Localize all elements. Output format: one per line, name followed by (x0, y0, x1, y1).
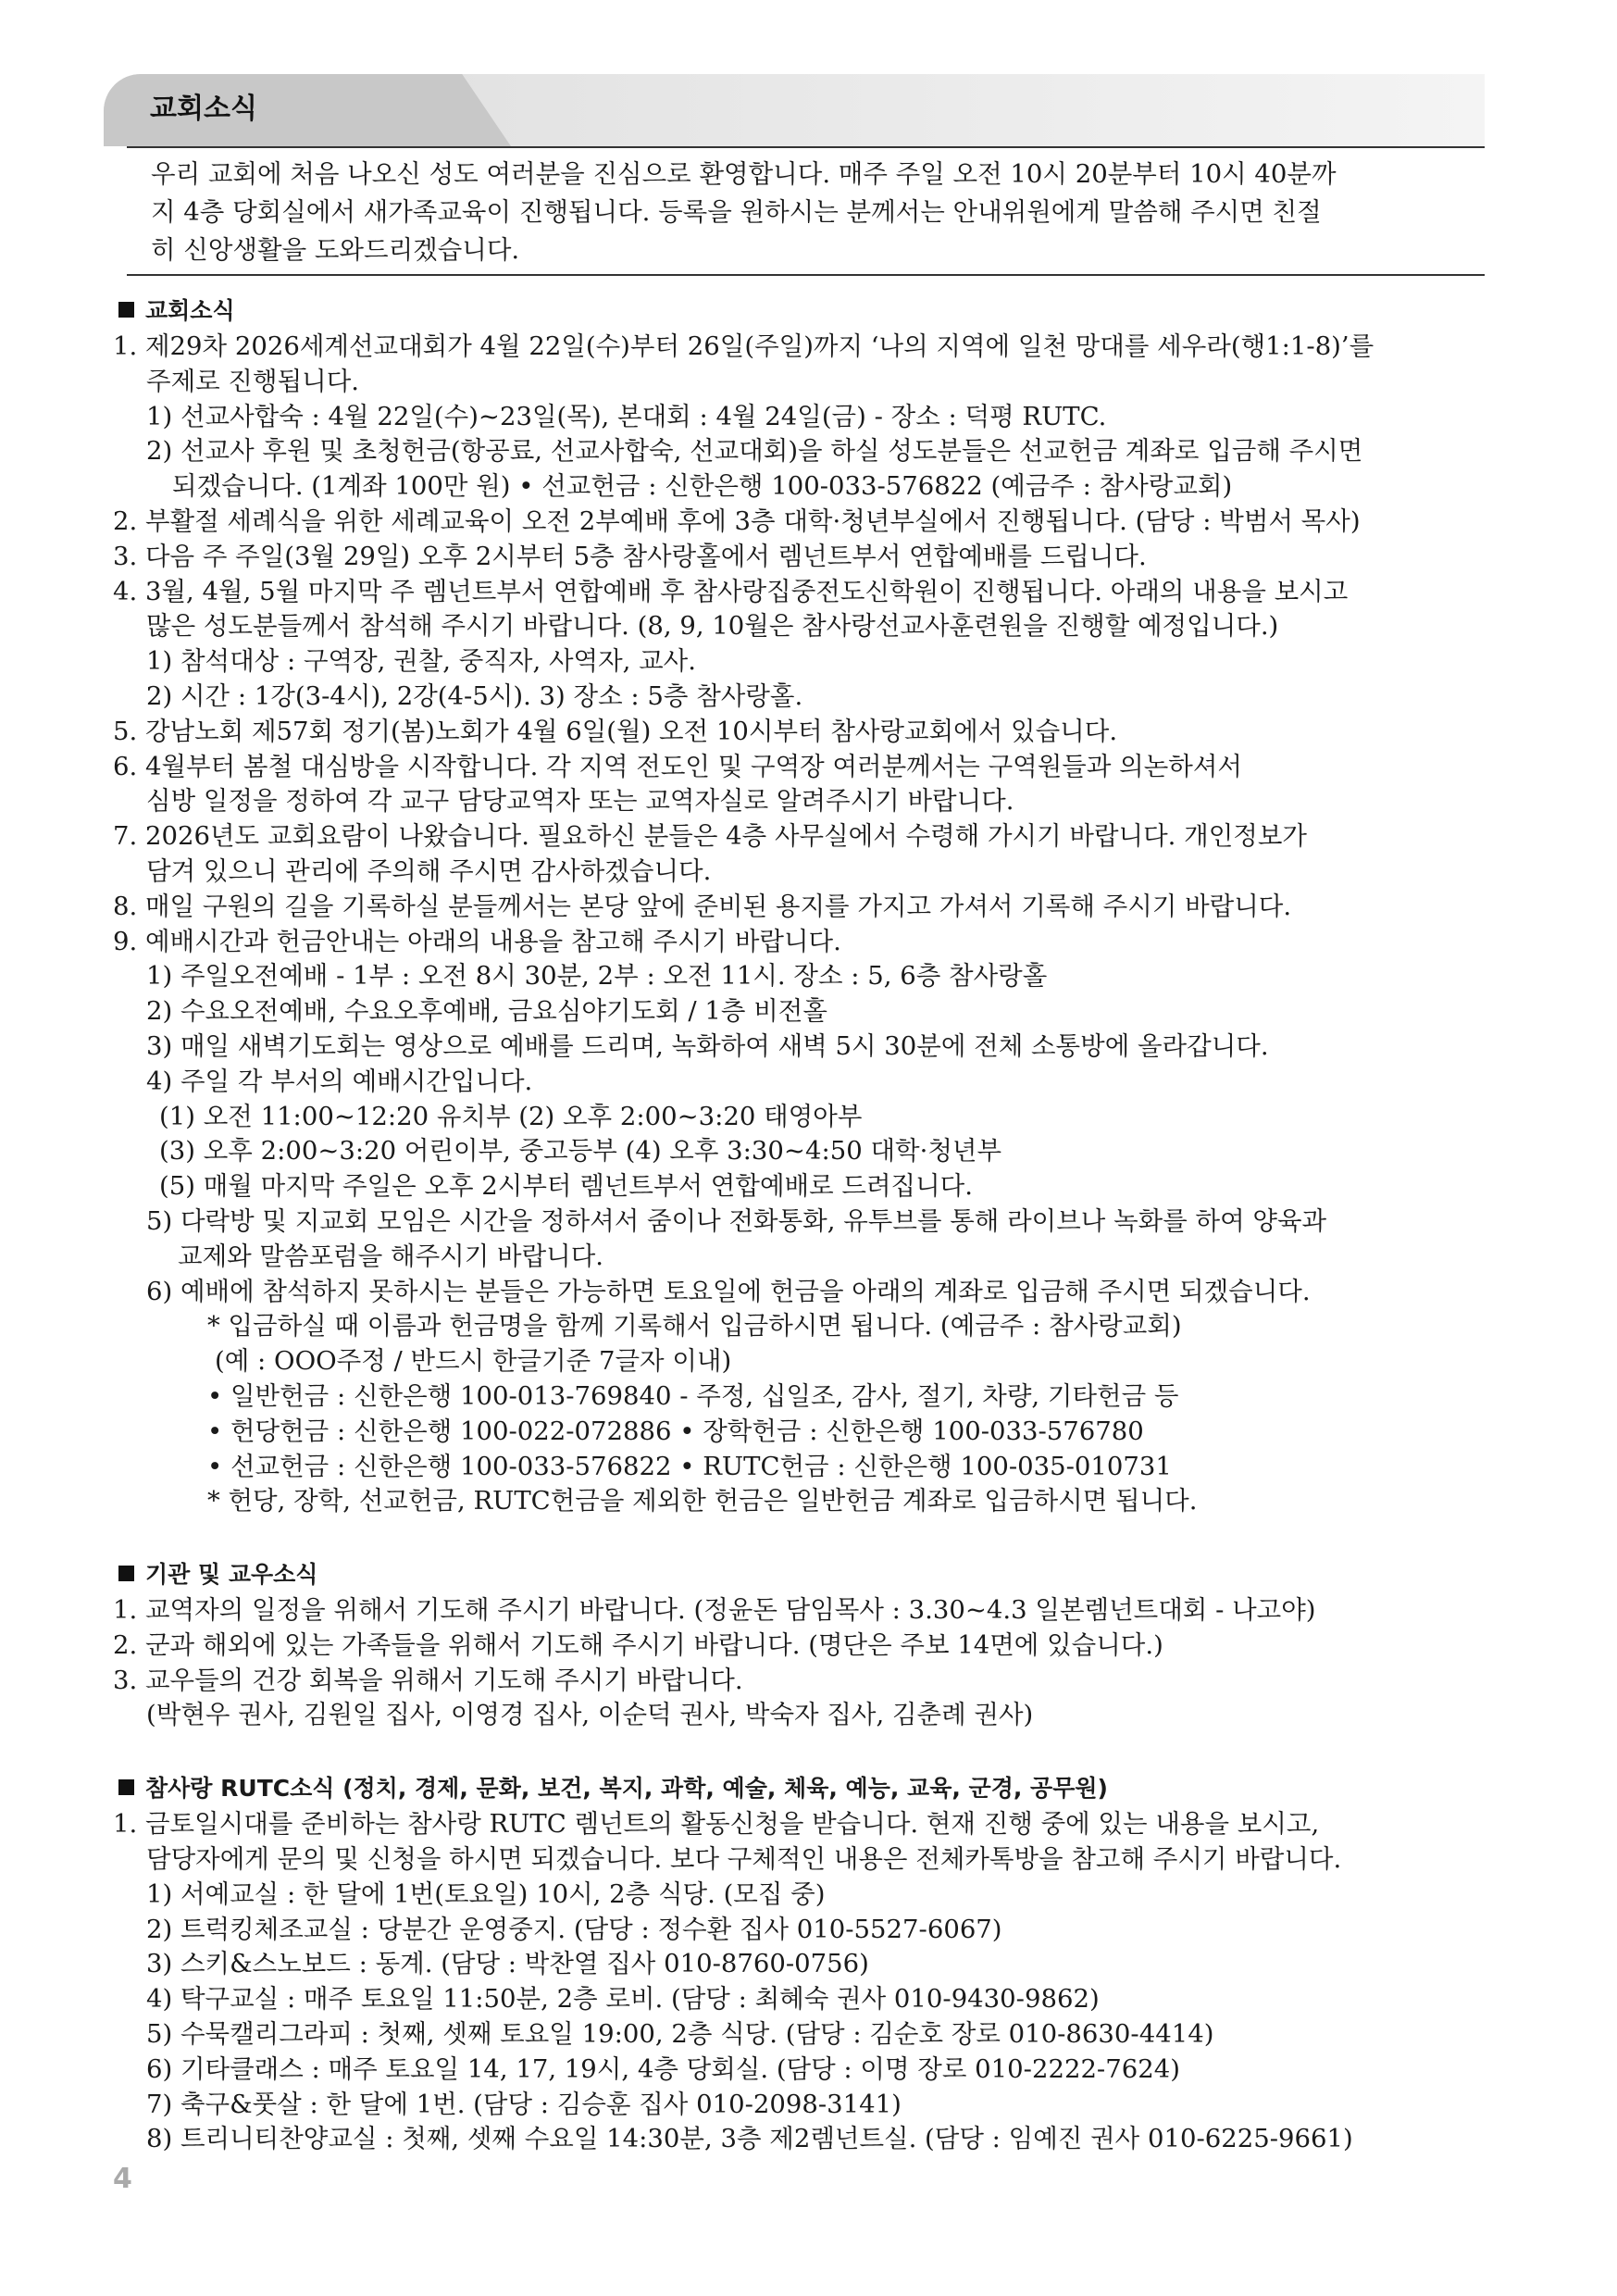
notice-line: (박현우 권사, 김원일 집사, 이영경 집사, 이순덕 권사, 박숙자 집사, 김춘례 권사) (146, 1700, 1034, 1730)
notice-line: 담겨 있으니 관리에 주의해 주시면 감사하겠습니다. (146, 855, 712, 886)
notice-line: 7. 2026년도 교회요람이 나왔습니다. 필요하신 분들은 4층 사무실에서 수령해 가시기 바랍니다. 개인정보가 (113, 821, 1307, 852)
notice-line: (예 : OOO주정 / 반드시 한글기준 7글자 이내) (215, 1346, 732, 1377)
notice-line: 3. 교우들의 건강 회복을 위해서 기도해 주시기 바랍니다. (113, 1665, 743, 1695)
notice-line: 3. 다음 주 주일(3월 29일) 오후 2시부터 5층 참사랑홀에서 렘넌트부서 연합예배를 드립니다. (113, 541, 1147, 571)
page-title: 교회소식 (150, 93, 257, 125)
notice-line: 1) 선교사합숙 : 4월 22일(수)~23일(목), 본대회 : 4월 24일(금) - 장소 : 덕평 RUTC. (146, 401, 1107, 431)
notice-line: 3) 스키&스노보드 : 동계. (담당 : 박찬열 집사 010-8760-0756) (146, 1949, 869, 1979)
notice-line: 4. 3월, 4월, 5월 마지막 주 렘넌트부서 연합예배 후 참사랑집중전도신학원이 진행됩니다. 아래의 내용을 보시고 (113, 576, 1349, 606)
notice-line: • 일반헌금 : 신한은행 100-013-769840 - 주정, 십일조, 감사, 절기, 차량, 기타헌금 등 (207, 1380, 1179, 1411)
notice-line: (3) 오후 2:00~3:20 어린이부, 중고등부 (4) 오후 3:30~4:50 대학·청년부 (159, 1136, 1002, 1167)
notice-line: 3) 매일 새벽기도회는 영상으로 예배를 드리며, 녹화하여 새벽 5시 30분에 전체 소통방에 올라갑니다. (146, 1030, 1269, 1061)
notice-line: 1) 주일오전예배 - 1부 : 오전 8시 30분, 2부 : 오전 11시. 장소 : 5, 6층 참사랑홀 (146, 961, 1048, 992)
notice-line: 1. 금토일시대를 준비하는 참사랑 RUTC 렘넌트의 활동신청을 받습니다. 현재 진행 중에 있는 내용을 보시고, (113, 1809, 1320, 1840)
notice-line: 6) 기타클래스 : 매주 토요일 14, 17, 19시, 4층 당회실. (담당 : 이명 장로 010-2222-7624) (146, 2053, 1180, 2084)
square-bullet-icon (118, 302, 134, 318)
notice-line: * 헌당, 장학, 선교헌금, RUTC헌금을 제외한 헌금은 일반헌금 계좌로 입금하시면 됩니다. (207, 1486, 1198, 1516)
notice-line: 6. 4월부터 봄철 대심방을 시작합니다. 각 지역 전도인 및 구역장 여러분께서는 구역원들과 의논하셔서 (113, 751, 1242, 781)
section-heading: 참사랑 RUTC소식 (정치, 경제, 문화, 보건, 복지, 과학, 예술, 체육, 예능, 교육, 군경, 공무원) (118, 1770, 1483, 1807)
notice-line: * 입금하실 때 이름과 헌금명을 함께 기록해서 입금하시면 됩니다. (예금주 : 참사랑교회) (207, 1311, 1182, 1341)
notice-line: 2) 수요오전예배, 수요오후예배, 금요심야기도회 / 1층 비전홀 (146, 996, 827, 1027)
notice-line: 2) 선교사 후원 및 초청헌금(항공료, 선교사합숙, 선교대회)을 하실 성도분들은 선교헌금 계좌로 입금해 주시면 (146, 436, 1363, 467)
notice-line: 5) 다락방 및 지교회 모임은 시간을 정하셔서 줌이나 전화통화, 유투브를 통해 라이브나 녹화를 하여 양육과 (146, 1205, 1327, 1236)
notice-line: 담당자에게 문의 및 신청을 하시면 되겠습니다. 보다 구체적인 내용은 전체카톡방을 참고해 주시기 바랍니다. (146, 1844, 1342, 1875)
notice-line: 교제와 말씀포럼을 해주시기 바랍니다. (178, 1241, 604, 1271)
notice-line: 2) 트럭킹체조교실 : 당분간 운영중지. (담당 : 정수환 집사 010-5527-6067) (146, 1914, 1002, 1944)
square-bullet-icon (118, 1779, 134, 1795)
intro-line: 우리 교회에 처음 나오신 성도 여러분을 진심으로 환영합니다. 매주 주일 오전 10시 20분부터 10시 40분까 (151, 159, 1337, 189)
notice-line: 7) 축구&풋살 : 한 달에 1번. (담당 : 김승훈 집사 010-2098-3141) (146, 2089, 902, 2119)
section-heading: 기관 및 교우소식 (118, 1556, 1483, 1593)
content (113, 293, 1483, 2157)
notice-line: 주제로 진행됩니다. (146, 366, 360, 396)
section-heading: 교회소식 (118, 293, 1483, 330)
square-bullet-icon (118, 1566, 134, 1581)
notice-line: • 선교헌금 : 신한은행 100-033-576822 • RUTC헌금 : 신한은행 100-035-010731 (207, 1451, 1172, 1481)
notice-line: • 헌당헌금 : 신한은행 100-022-072886 • 장학헌금 : 신한은행 100-033-576780 (207, 1416, 1144, 1446)
notice-line: 2) 시간 : 1강(3-4시), 2강(4-5시). 3) 장소 : 5층 참사랑홀. (146, 680, 803, 711)
notice-line: (5) 매월 마지막 주일은 오후 2시부터 렘넌트부서 연합예배로 드려집니다. (159, 1171, 973, 1202)
intro-line: 히 신앙생활을 도와드리겠습니다. (151, 235, 520, 265)
header-rule (127, 146, 1485, 148)
notice-line: 되겠습니다. (1계좌 100만 원) • 선교헌금 : 신한은행 100-033-576822 (예금주 : 참사랑교회) (172, 471, 1233, 502)
notice-line: 2. 부활절 세례식을 위한 세례교육이 오전 2부예배 후에 3층 대학·청년부실에서 진행됩니다. (담당 : 박범서 목사) (113, 505, 1361, 536)
notice-line: 4) 주일 각 부서의 예배시간입니다. (146, 1066, 533, 1096)
intro-line: 지 4층 당회실에서 새가족교육이 진행됩니다. 등록을 원하시는 분께서는 안내위원에게 말씀해 주시면 친절 (151, 197, 1322, 227)
notice-line: 8. 매일 구원의 길을 기록하실 분들께서는 본당 앞에 준비된 용지를 가지고 가셔서 기록해 주시기 바랍니다. (113, 891, 1292, 921)
notice-line: 많은 성도분들께서 참석해 주시기 바랍니다. (8, 9, 10월은 참사랑선교사훈련원을 진행할 예정입니다.) (146, 611, 1279, 642)
intro-paragraph (151, 156, 1465, 269)
notice-line: 5. 강남노회 제57회 정기(봄)노회가 4월 6일(월) 오전 10시부터 참사랑교회에서 있습니다. (113, 716, 1118, 746)
notice-line: 심방 일정을 정하여 각 교구 담당교역자 또는 교역자실로 알려주시기 바랍니다. (146, 786, 1014, 817)
notice-line: 1) 서예교실 : 한 달에 1번(토요일) 10시, 2층 식당. (모집 중) (146, 1878, 826, 1909)
notice-line: 4) 탁구교실 : 매주 토요일 11:50분, 2층 로비. (담당 : 최혜숙 권사 010-9430-9862) (146, 1984, 1100, 2015)
notice-line: (1) 오전 11:00~12:20 유치부 (2) 오후 2:00~3:20 태영아부 (159, 1101, 863, 1131)
notice-line: 6) 예배에 참석하지 못하시는 분들은 가능하면 토요일에 헌금을 아래의 계좌로 입금해 주시면 되겠습니다. (146, 1276, 1311, 1306)
page-number: 4 (113, 2163, 132, 2195)
notice-line: 1. 제29차 2026세계선교대회가 4월 22일(수)부터 26일(주일)까지 ‘나의 지역에 일천 망대를 세우라(행1:1-8)’를 (113, 331, 1374, 361)
notice-line: 5) 수묵캘리그라피 : 첫째, 셋째 토요일 19:00, 2층 식당. (담당 : 김순호 장로 010-8630-4414) (146, 2019, 1214, 2050)
notice-line: 2. 군과 해외에 있는 가족들을 위해서 기도해 주시기 바랍니다. (명단은 주보 14면에 있습니다.) (113, 1629, 1163, 1660)
notice-line: 1) 참석대상 : 구역장, 권찰, 중직자, 사역자, 교사. (146, 646, 696, 677)
notice-line: 1. 교역자의 일정을 위해서 기도해 주시기 바랍니다. (정윤돈 담임목사 : 3.30~4.3 일본렘넌트대회 - 나고야) (113, 1595, 1316, 1626)
notice-line: 9. 예배시간과 헌금안내는 아래의 내용을 참고해 주시기 바랍니다. (113, 926, 841, 956)
notice-line: 8) 트리니티찬양교실 : 첫째, 셋째 수요일 14:30분, 3층 제2렘넌트실. (담당 : 임예진 권사 010-6225-9661) (146, 2124, 1353, 2154)
intro-rule (127, 274, 1485, 276)
